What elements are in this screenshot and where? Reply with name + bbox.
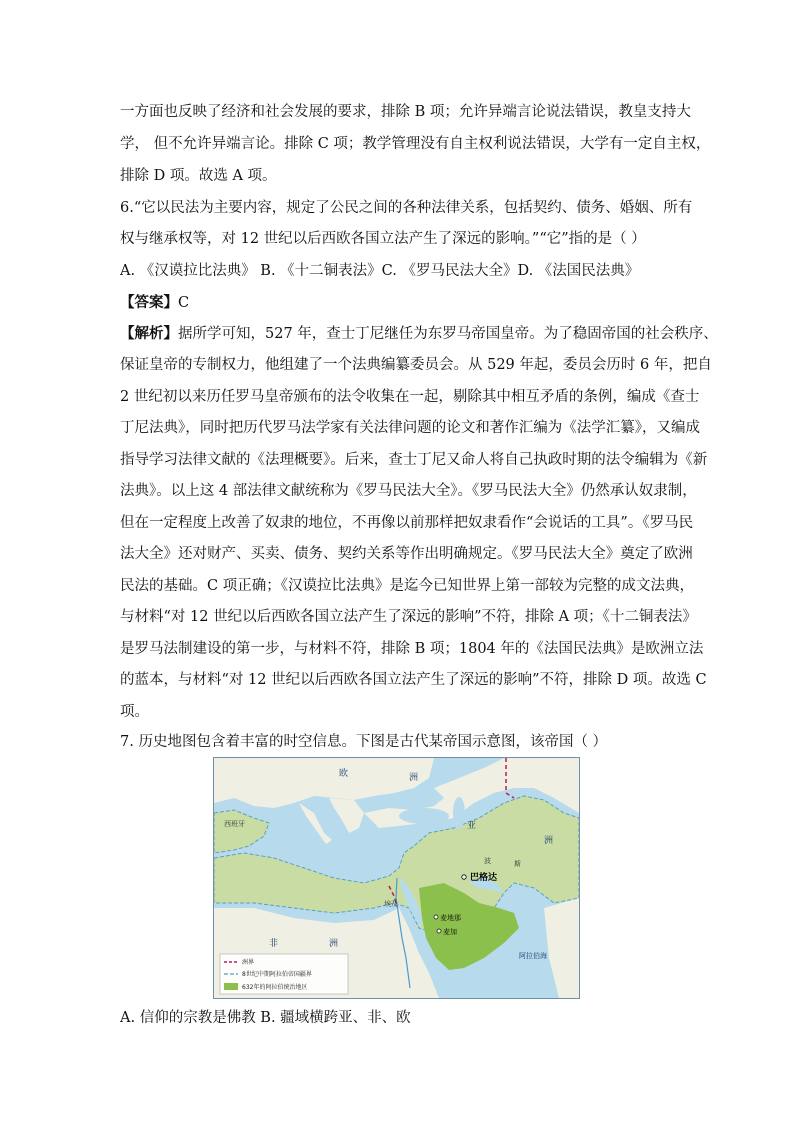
analysis-line: 项。 xyxy=(120,704,149,720)
legend-area-label: 632年的阿拉伯统治地区 xyxy=(242,984,308,991)
question-6-stem: 6.“它以民法为主要内容，规定了公民之间的各种法律关系，包括契约、债务、婚姻、所有 xyxy=(120,200,693,216)
black-sea xyxy=(399,808,449,824)
label-medina: 麦地那 xyxy=(440,914,461,922)
text-line: 一方面也反映了经济和社会发展的要求，排除 B 项；允许异端言论说法错误，教皇支持大 xyxy=(120,104,691,120)
text-line: 学， 但不允许异端言论。排除 C 项；教学管理没有自主权利说法错误，大学有一定自主权， xyxy=(120,136,711,152)
label-arabian-sea: 阿拉伯海 xyxy=(519,952,547,960)
analysis-line: 【解析】据所学可知，527 年，查士丁尼继任为东罗马帝国皇帝。为了稳固帝国的社会秩序、 xyxy=(120,325,718,342)
analysis-line: 丁尼法典》，同时把历代罗马法学家有关法律问题的论文和著作汇编为《法学汇纂》，又编成 xyxy=(120,420,700,436)
map-svg xyxy=(214,758,579,998)
text-line: 排除 D 项。故选 A 项。 xyxy=(120,168,277,184)
answer-value: C xyxy=(178,295,190,311)
medina-marker xyxy=(434,915,438,919)
label-baghdad: 巴格达 xyxy=(470,873,498,883)
analysis-line: 指导学习法律文献的《法理概要》。后来，查士丁尼又命人将自己执政时期的法令编辑为《新 xyxy=(120,452,708,468)
analysis-line: 保证皇帝的专制权力，他组建了一个法典编纂委员会。从 529 年起，委员会历时 6 年，把自 xyxy=(120,357,712,373)
analysis-line: 2 世纪初以来历任罗马皇帝颁布的法令收集在一起，剔除其中相互矛盾的条例，编成《查士 xyxy=(120,389,700,405)
label-persia-1: 波 xyxy=(484,857,491,865)
analysis-line: 法大全》还对财产、买卖、债务、契约关系等作出明确规定。《罗马民法大全》奠定了欧洲 xyxy=(120,546,693,562)
question-6-stem: 权与继承权等，对 12 世纪以后西欧各国立法产生了深远的影响。”“它”指的是（ ） xyxy=(120,231,646,247)
legend-border-label: 8世纪中期阿拉伯帝国疆界 xyxy=(242,971,312,978)
label-spain: 西班牙 xyxy=(224,820,245,828)
question-6-options: A. 《汉谟拉比法典》 B. 《十二铜表法》C. 《罗马民法大全》D. 《法国民法典》 xyxy=(120,263,640,279)
label-egypt: 埃及 xyxy=(384,900,398,908)
label-asia-2: 洲 xyxy=(544,836,554,846)
baghdad-marker xyxy=(462,875,466,879)
label-mecca: 麦加 xyxy=(443,928,457,936)
answer-tag: 【答案】 xyxy=(120,294,178,311)
label-persia-2: 斯 xyxy=(514,860,521,868)
analysis-line: 的蓝本，与材料“对 12 世纪以后西欧各国立法产生了深远的影响”不符，排除 D 项。故选 C xyxy=(120,672,707,688)
label-europe-2: 洲 xyxy=(409,773,419,783)
analysis-line: 民法的基础。C 项正确；《汉谟拉比法典》是迄今已知世界上第一部较为完整的成文法典， xyxy=(120,578,694,594)
question-7-stem: 7. 历史地图包含着丰富的时空信息。下图是古代某帝国示意图，该帝国（ ） xyxy=(120,734,608,750)
question-7-options: A. 信仰的宗教是佛教 B. 疆域横跨亚、非、欧 xyxy=(120,1010,411,1026)
question-6-answer xyxy=(120,294,189,312)
legend-area-symbol xyxy=(224,983,238,990)
analysis-line: 法典》。以上这 4 部法律文献统称为《罗马民法大全》。《罗马民法大全》仍然承认奴隶制， xyxy=(120,483,697,499)
label-africa-2: 洲 xyxy=(329,939,339,949)
analysis-line: 是罗马法制建设的第一步，与材料不符，排除 B 项；1804 年的《法国民法典》是欧洲立法 xyxy=(120,641,704,657)
legend-boundary-label: 洲界 xyxy=(242,959,255,966)
label-africa-1: 非 xyxy=(269,939,279,949)
caspian-sea xyxy=(453,797,465,829)
map-legend xyxy=(220,954,348,994)
analysis-line: 但在一定程度上改善了奴隶的地位，不再像以前那样把奴隶看作“会说话的工具”。《罗马民 xyxy=(120,515,694,531)
mecca-marker xyxy=(437,929,441,933)
analysis-line: 与材料“对 12 世纪以后西欧各国立法产生了深远的影响”不符，排除 A 项；《十二铜表法》 xyxy=(120,609,697,625)
label-asia-1: 亚 xyxy=(467,821,477,831)
label-europe-1: 欧 xyxy=(339,769,349,779)
analysis-tag: 【解析】 xyxy=(120,325,178,342)
arab-empire-map xyxy=(213,757,580,999)
